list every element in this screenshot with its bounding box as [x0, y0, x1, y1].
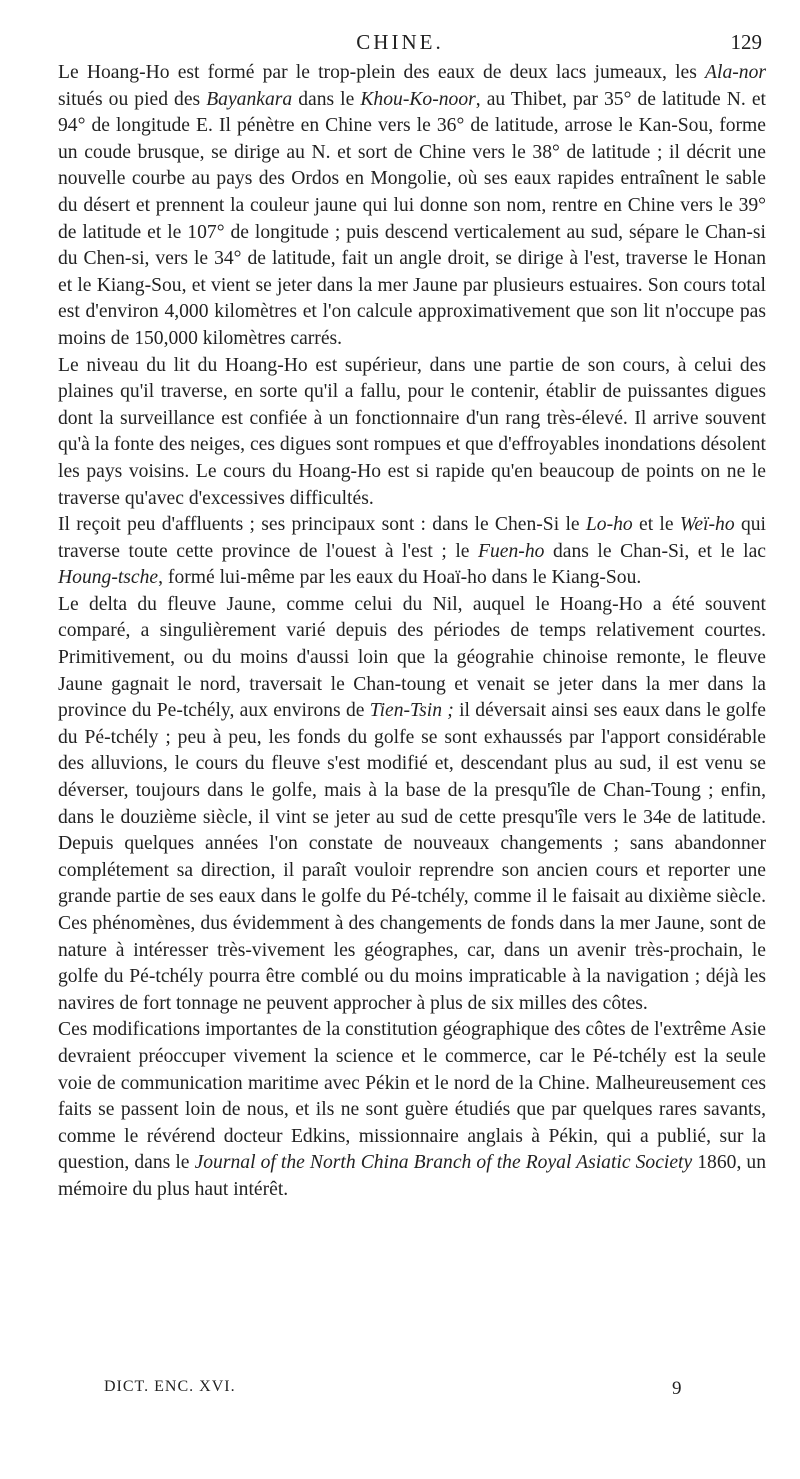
- italic-text: Fuen-ho: [478, 540, 545, 562]
- italic-text: Journal of the North China Branch of the Royal Asiatic Society: [194, 1152, 693, 1174]
- italic-text: Houng-tsche: [58, 567, 159, 589]
- paragraph: [58, 353, 766, 513]
- signature-number: 9: [672, 1378, 682, 1399]
- text-run: Le niveau du lit du Hoang-Ho est supérieur, dans une partie de son cours, à celui des plaines qu'il traverse, en sorte qu'il a fallu, pour le contenir, établir de puissantes digues dont la surveillance est confiée à un fonctionnaire d'un rang très-élevé. Il arrive souvent qu'à la fonte des neiges, ces digues sont rompues et que d'effroyables inondations désolent les pays voisins. Le cours du Hoang-Ho est si rapide qu'en beaucoup de points on ne le traverse qu'avec d'excessives difficultés.: [58, 354, 766, 509]
- text-run: situés ou pied des: [58, 88, 207, 110]
- page-number: 129: [730, 30, 762, 54]
- text-run: dans le Chan-Si, et le lac: [544, 540, 766, 562]
- text-run: 1860, un mémoire du plus haut intérêt.: [58, 1152, 766, 1200]
- italic-text: Weï-ho: [679, 514, 735, 536]
- text-run: Ces modifications importantes de la constitution géographique des côtes de l'extrême Asie devraient préoccuper vivement la science et le commerce, car le Pé-tchély est la seule voie de communication maritime avec Pékin et le nord de la Chine. Malheureusement ces faits se passent loin de nous, et ils ne sont guère étudiés que par quelques rares savants, comme le révérend docteur Edkins, missionnaire anglais à Pékin, qui a publié, sur la question, dans le: [58, 1019, 766, 1174]
- text-run: Il reçoit peu d'affluents ; ses principaux sont : dans le Chen-Si le: [58, 514, 586, 536]
- italic-text: Khou-Ko-noor: [360, 88, 476, 110]
- paragraph: [58, 592, 766, 1018]
- text-run: Le Hoang-Ho est formé par le trop-plein des eaux de deux lacs jumeaux, les: [58, 62, 706, 83]
- italic-text: Lo-ho: [585, 514, 633, 536]
- italic-text: Tien-Tsin ;: [369, 700, 454, 722]
- paragraph: [58, 1017, 766, 1203]
- text-run: , formé lui-même par les eaux du Hoaï-ho dans le Kiang-Sou.: [158, 567, 642, 589]
- page-footer: [0, 1378, 800, 1408]
- text-run: Le delta du fleuve Jaune, comme celui du Nil, auquel le Hoang-Ho a été souvent comparé, a singulièrement varié depuis des périodes de temps relativement courtes. Primitivement, ou du moins d'aussi loin que la géograhie chinoise remonte, le fleuve Jaune gagnait le nord, traversait le Chan-toung et venait se jeter dans la mer dans la province du Pe-tchély, aux environs de: [58, 593, 766, 722]
- paragraph: [58, 60, 766, 353]
- running-title: CHINE.: [356, 30, 444, 54]
- signature-mark: DICT. ENC. XVI.: [104, 1378, 236, 1395]
- text-run: et le: [632, 514, 680, 536]
- body-text: [58, 60, 766, 1204]
- text-run: qui traverse toute cette province de l'ouest à l'est ; le: [58, 514, 766, 562]
- text-run: , au Thibet, par 35° de latitude N. et 94° de longitude E. Il pénètre en Chine vers le 36° de latitude, arrose le Kan-Sou, forme un coude brusque, se dirige au N. et sort de Chine vers le 38° de latitude ; il décrit une nouvelle courbe au pays des Ordos en Mongolie, où ses eaux rapides entraînent le sable du désert et prennent la couleur jaune qui lui donne son nom, rentre en Chine vers le 39° de latitude et le 107° de longitude ; puis descend verticalement au sud, sépare le Chan-si du Chen-si, vers le 34° de latitude, fait un angle droit, se dirige à l'est, traverse le Honan et le Kiang-Sou, et vient se jeter dans la mer Jaune par plusieurs estuaires. Son cours total est d'environ 4,000 kilomètres et l'on calcule approximativement que son lit n'occupe pas moins de 150,000 kilomètres carrés.: [58, 88, 766, 349]
- page-header: [0, 28, 800, 58]
- italic-text: Bayankara: [206, 88, 293, 110]
- text-run: dans le: [292, 88, 361, 110]
- italic-text: Ala-nor: [705, 62, 766, 83]
- text-run: il déversait ainsi ses eaux dans le golfe du Pé-tchély ; peu à peu, les fonds du golfe se sont exhaussés par l'apport considérable des alluvions, le cours du fleuve s'est modifié et, descendant plus au sud, il est venu se déverser, toujours dans le golfe, mais à la base de la presqu'île de Chan-Toung ; enfin, dans le douzième siècle, il vint se jeter au sud de cette presqu'île vers le 34e de latitude. Depuis quelques années l'on constate de nouveaux changements ; sans abandonner complétement sa direction, il paraît vouloir reprendre son ancien cours et reporter une grande partie de ses eaux dans le golfe du Pé-tchély, comme il le faisait au dixième siècle. Ces phénomènes, dus évidemment à des changements de fonds dans la mer Jaune, sont de nature à intéresser très-vivement les géographes, car, dans un avenir très-prochain, le golfe du Pé-tchély pourra être comblé ou du moins impraticable à la navigation ; déjà les navires de fort tonnage ne peuvent approcher à plus de six milles des côtes.: [58, 700, 766, 1014]
- paragraph: [58, 512, 766, 592]
